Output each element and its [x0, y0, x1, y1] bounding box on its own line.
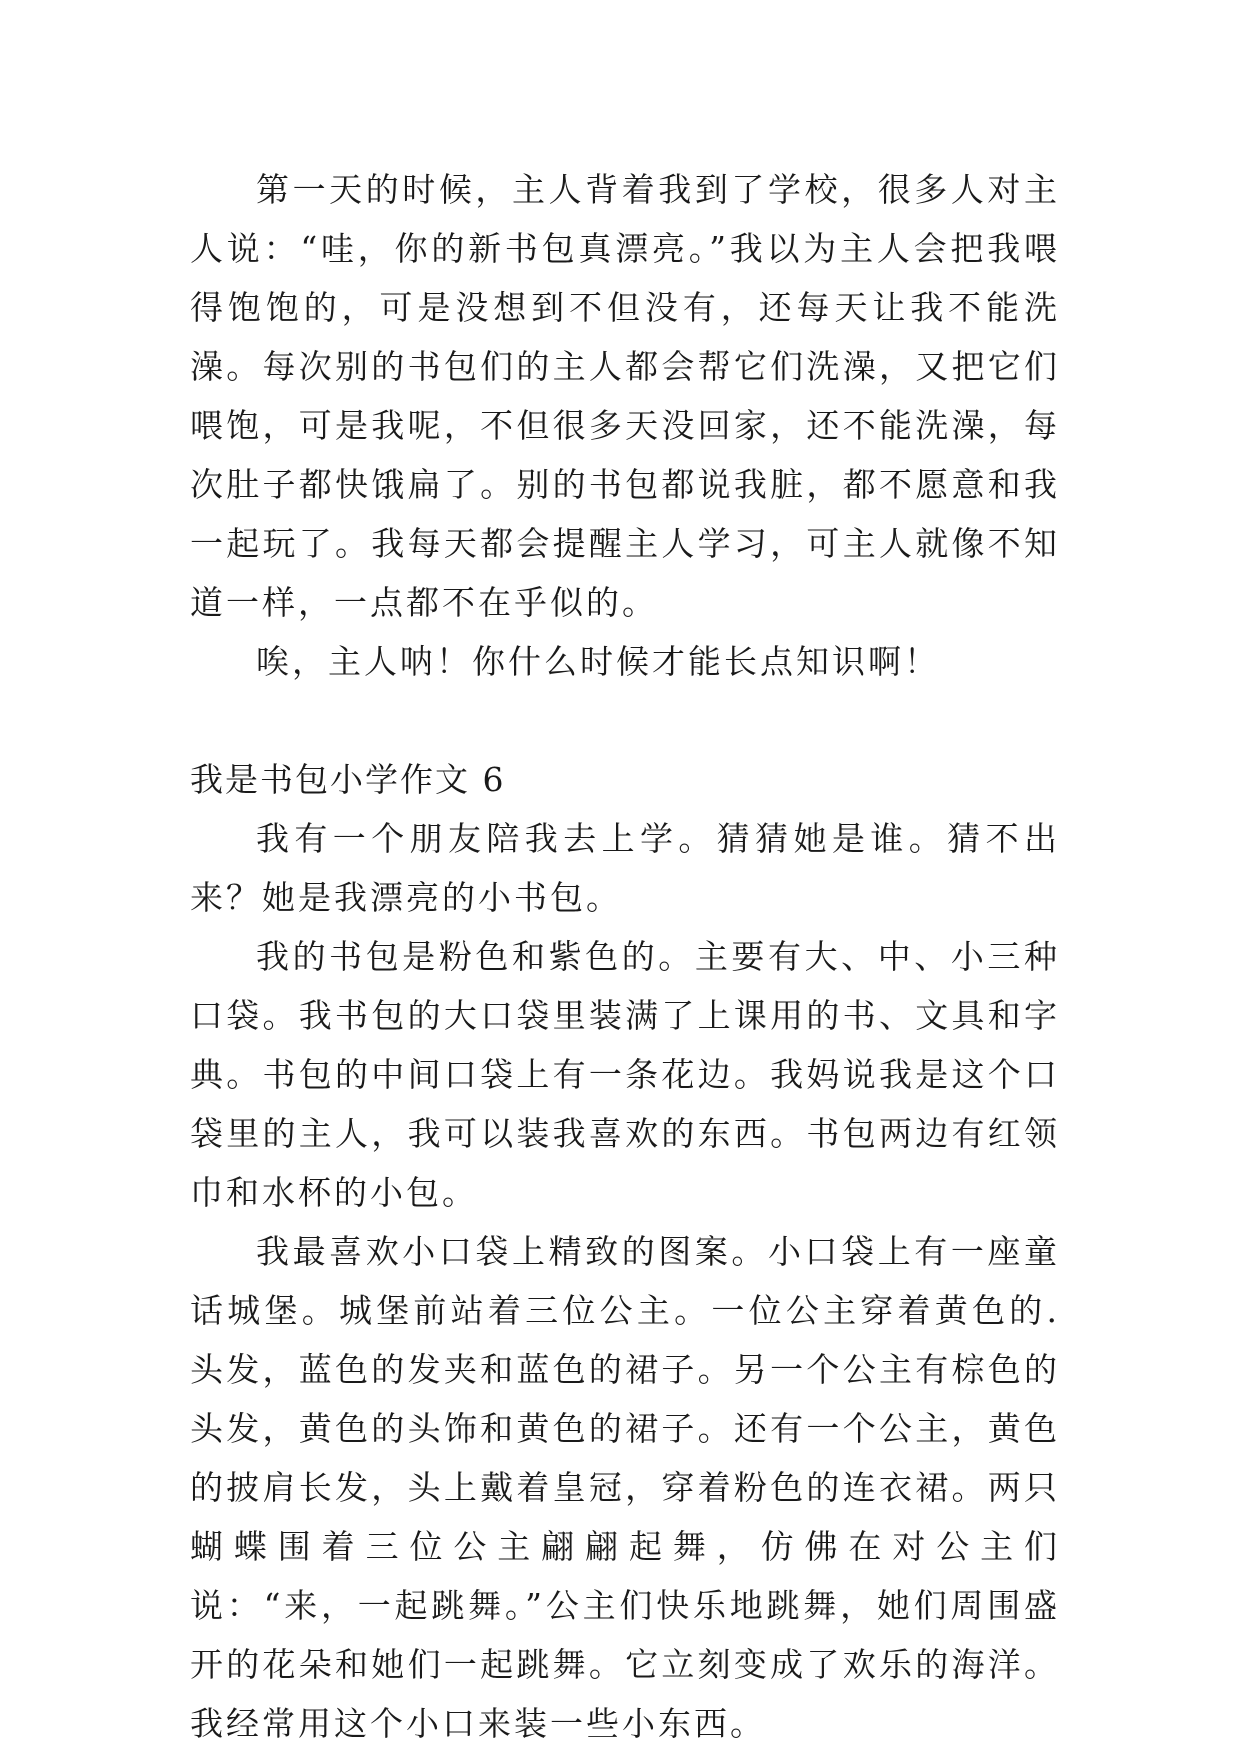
paragraph: 我最喜欢小口袋上精致的图案。小口袋上有一座童话城堡。城堡前站着三位公主。一位公主穿着黄色的.头发，蓝色的发夹和蓝色的裙子。另一个公主有棕色的头发，黄色的头饰和黄色的裙子。还有一个公主，黄色的披肩长发，头上戴着皇冠，穿着粉色的连衣裙。两只蝴蝶围着三位公主翩翩起舞，仿佛在对公主们说：“来，一起跳舞。”公主们快乐地跳舞，她们周围盛开的花朵和她们一起跳舞。它立刻变成了欢乐的海洋。我经常用这个小口来装一些小东西。	[190, 1232, 1060, 1743]
section-title: 我是书包小学作文 6	[190, 760, 506, 799]
paragraph: 我的书包是粉色和紫色的。主要有大、中、小三种口袋。我书包的大口袋里装满了上课用的书、文具和字典。书包的中间口袋上有一条花边。我妈说我是这个口袋里的主人，我可以装我喜欢的东西。书包两边有红领巾和水杯的小包。	[190, 937, 1060, 1212]
paragraph: 我有一个朋友陪我去上学。猜猜她是谁。猜不出来？她是我漂亮的小书包。	[190, 819, 1060, 917]
document-body	[190, 160, 1060, 1753]
paragraph: 第一天的时候，主人背着我到了学校，很多人对主人说：“哇，你的新书包真漂亮。”我以为主人会把我喂得饱饱的，可是没想到不但没有，还每天让我不能洗澡。每次别的书包们的主人都会帮它们洗澡，又把它们喂饱，可是我呢，不但很多天没回家，还不能洗澡，每次肚子都快饿扁了。别的书包都说我脏，都不愿意和我一起玩了。我每天都会提醒主人学习，可主人就像不知道一样，一点都不在乎似的。	[190, 170, 1060, 622]
paragraph: 唉，主人呐！你什么时候才能长点知识啊！	[256, 642, 940, 681]
